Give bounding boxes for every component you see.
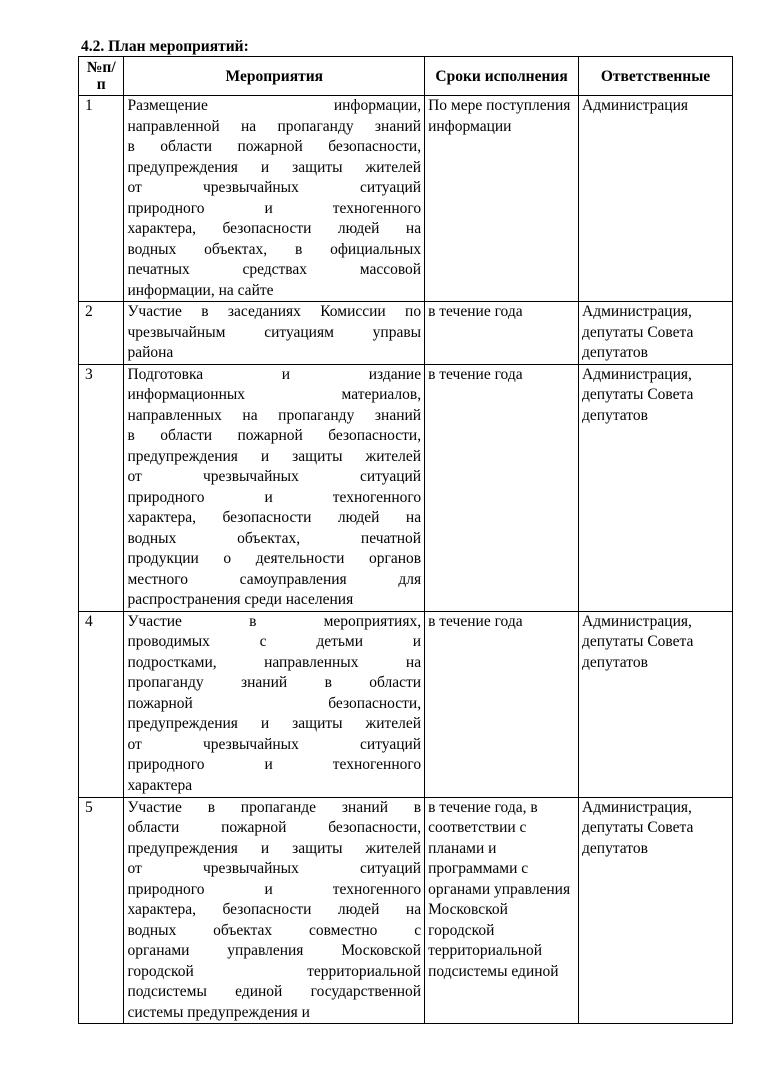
activity-line: водных объектах совместно с xyxy=(127,921,422,939)
activity-line: городской территориальной xyxy=(127,962,422,980)
activity-line: района xyxy=(127,344,174,361)
activity-line: Подготовка и издание xyxy=(127,365,422,383)
activity-line: направленных на пропаганду знаний xyxy=(127,406,422,424)
activity-line: распространения среди населения xyxy=(127,591,354,608)
activity-line: Участие в пропаганде знаний в xyxy=(127,798,422,816)
activity-line: предупреждения и защиты жителей xyxy=(127,715,422,732)
row-responsible: Администрация, депутаты Совета депутатов xyxy=(579,302,733,365)
activity-line: от чрезвычайных ситуаций xyxy=(127,179,422,196)
header-deadline: Сроки исполнения xyxy=(425,57,579,96)
activity-line: водных объектах, печатной xyxy=(127,529,422,547)
activity-line: Участие в заседаниях Комиссии по xyxy=(127,303,422,320)
activity-line: Размещение информации, xyxy=(127,97,422,114)
activity-line: системы предупреждения и xyxy=(127,1003,310,1021)
row-activity xyxy=(124,302,425,365)
row-deadline: в течение года xyxy=(425,611,579,797)
activity-line: от чрезвычайных ситуаций xyxy=(127,860,422,877)
section-heading: 4.2. План мероприятий: xyxy=(81,38,249,55)
activity-line: характера, безопасности людей на xyxy=(127,901,422,918)
activity-line: органами управления Московской xyxy=(127,942,422,959)
activity-line: информационных материалов, xyxy=(127,386,422,403)
activity-line: характера xyxy=(127,776,193,794)
header-activity: Мероприятия xyxy=(124,57,425,96)
table-row xyxy=(79,611,733,797)
table-header-row xyxy=(79,57,733,96)
row-deadline: в течение года xyxy=(425,364,579,611)
activity-line: в области пожарной безопасности, xyxy=(127,138,422,155)
activity-line: в области пожарной безопасности, xyxy=(127,427,422,444)
activity-line: от чрезвычайных ситуаций xyxy=(127,468,422,485)
activity-line: проводимых с детьми и xyxy=(127,633,422,650)
activity-line: природного и техногенного xyxy=(127,488,422,506)
activity-line: Участие в мероприятиях, xyxy=(127,612,422,630)
activity-line: предупреждения и защиты жителей xyxy=(127,447,422,465)
events-plan-table xyxy=(78,56,733,1024)
row-activity xyxy=(124,364,425,611)
activity-line: характера, безопасности людей на xyxy=(127,220,422,237)
activity-line: природного и техногенного xyxy=(127,756,422,773)
row-responsible: Администрация, депутаты Совета депутатов xyxy=(579,364,733,611)
row-responsible: Администрация, депутаты Совета депутатов xyxy=(579,797,733,1024)
row-activity xyxy=(124,96,425,302)
activity-line: природного и техногенного xyxy=(127,880,422,898)
table-row xyxy=(79,364,733,611)
header-responsible: Ответственные xyxy=(579,57,733,96)
activity-line: пожарной безопасности, xyxy=(127,694,422,712)
table-row xyxy=(79,96,733,302)
activity-line: природного и техногенного xyxy=(127,199,422,217)
row-number: 1 xyxy=(79,96,124,302)
activity-line: подростками, направленных на xyxy=(127,653,422,671)
row-deadline: в течение года, в соответствии с планами и программами с органами управления Московской городской территориальной подсистемы единой xyxy=(425,797,579,1024)
row-number: 5 xyxy=(79,797,124,1024)
row-activity xyxy=(124,611,425,797)
activity-line: характера, безопасности людей на xyxy=(127,509,422,526)
activity-line: печатных средствах массовой xyxy=(127,261,422,278)
activity-line: продукции о деятельности органов xyxy=(127,550,422,567)
table-row xyxy=(79,302,733,365)
header-num: №п/ п xyxy=(79,57,124,96)
activity-line: подсистемы единой государственной xyxy=(127,983,422,1000)
activity-line: предупреждения и защиты жителей xyxy=(127,158,422,176)
row-deadline: По мере поступления информации xyxy=(425,96,579,302)
activity-line: чрезвычайным ситуациям управы xyxy=(127,323,422,341)
row-activity xyxy=(124,797,425,1024)
activity-line: области пожарной безопасности, xyxy=(127,819,422,836)
activity-line: водных объектах, в официальных xyxy=(127,240,422,258)
activity-line: от чрезвычайных ситуаций xyxy=(127,735,422,753)
row-responsible: Администрация, депутаты Совета депутатов xyxy=(579,611,733,797)
row-number: 3 xyxy=(79,364,124,611)
activity-line: предупреждения и защиты жителей xyxy=(127,839,422,857)
row-deadline: в течение года xyxy=(425,302,579,365)
activity-line: местного самоуправления для xyxy=(127,570,422,588)
row-number: 4 xyxy=(79,611,124,797)
table-row xyxy=(79,797,733,1024)
activity-line: информации, на сайте xyxy=(127,281,274,299)
activity-line: пропаганду знаний в области xyxy=(127,674,422,691)
row-number: 2 xyxy=(79,302,124,365)
row-responsible: Администрация xyxy=(579,96,733,302)
activity-line: направленной на пропаганду знаний xyxy=(127,117,422,135)
